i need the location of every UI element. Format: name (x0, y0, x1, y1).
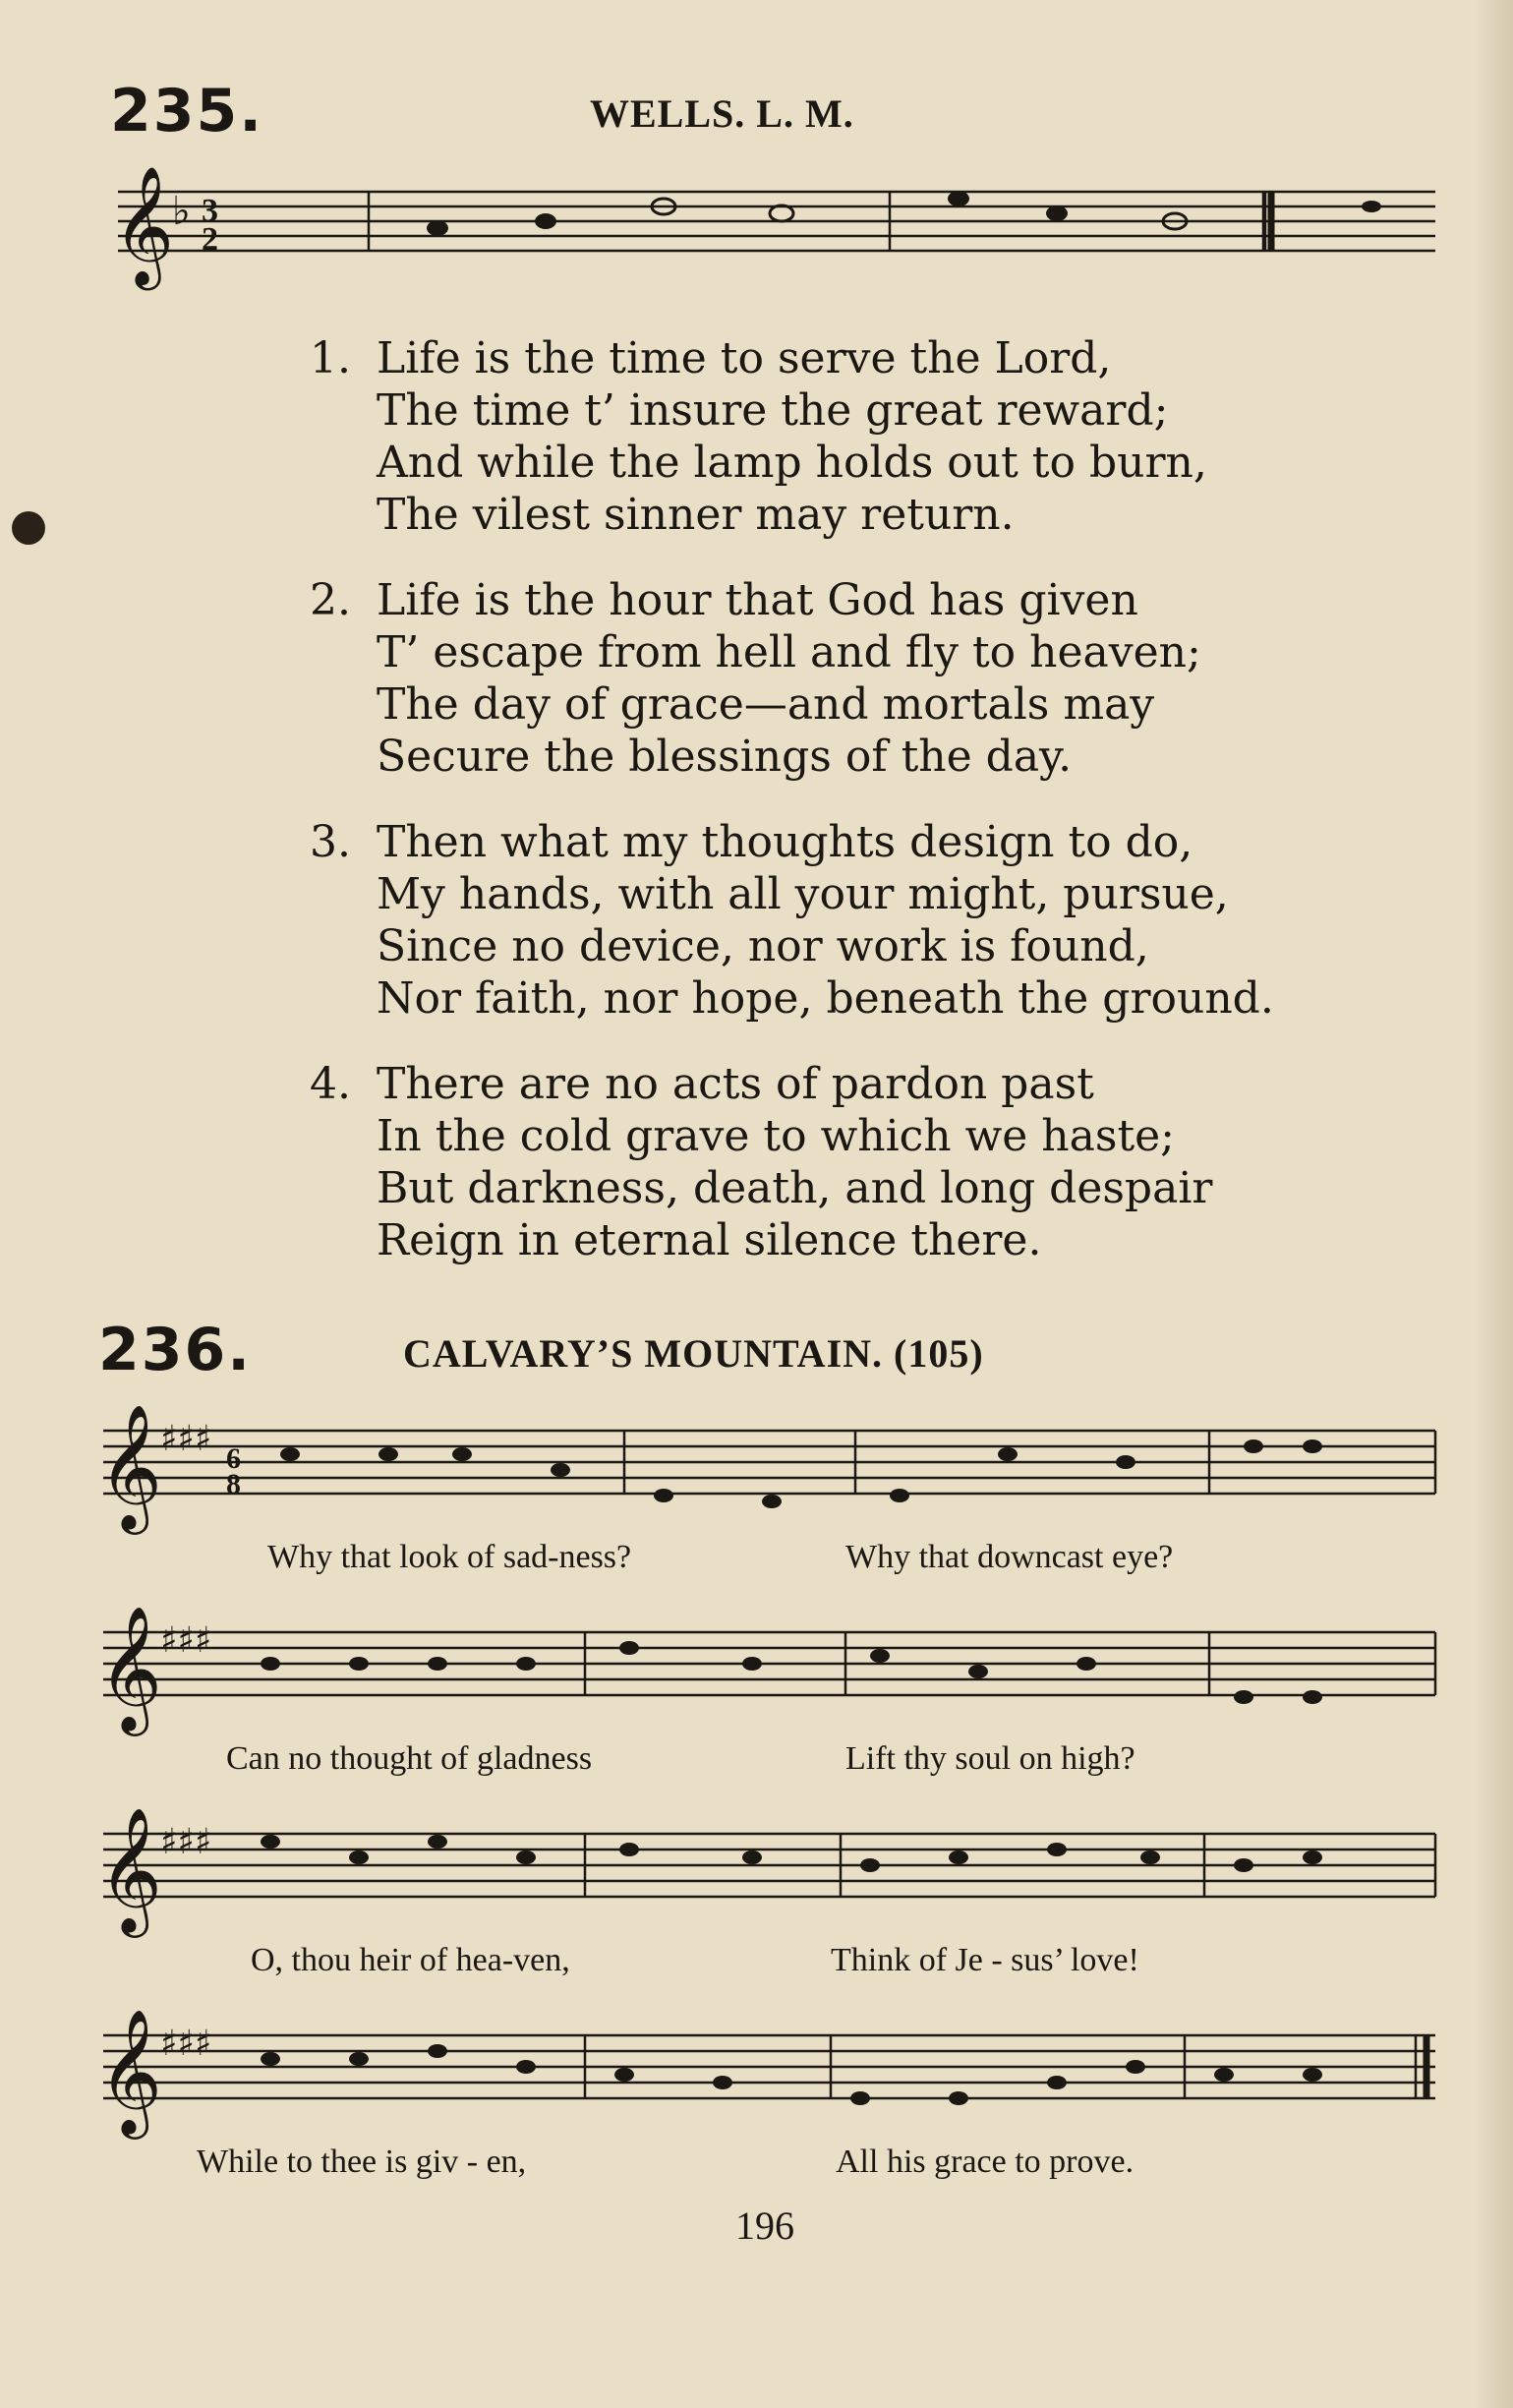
page-shadow (1474, 0, 1513, 2408)
treble-clef-icon: 𝄞 (113, 167, 175, 285)
verse-number: 4. (310, 1059, 351, 1109)
hymn-236-staff-4 (93, 2006, 1445, 2153)
treble-clef-icon: 𝄞 (98, 1605, 163, 1731)
svg-text:6: 6 (226, 1442, 241, 1475)
lyric-line-2a: Can no thought of gladness (226, 1740, 593, 1777)
lyric-line-3a: O, thou heir of hea-ven, (251, 1942, 570, 1978)
verse-line: T’ escape from hell and fly to heaven; (377, 627, 1201, 677)
verse-line: Nor faith, nor hope, beneath the ground. (377, 973, 1274, 1024)
page-number: 196 (735, 2203, 794, 2248)
hymn-236-staff-1 (93, 1401, 1445, 1549)
verse-line: In the cold grave to which we haste; (377, 1111, 1176, 1161)
verse-line: And while the lamp holds out to burn, (377, 438, 1207, 488)
verse-line: The vilest sinner may return. (377, 490, 1015, 540)
hymn-235-title: WELLS. L. M. (590, 91, 854, 136)
lyric-line-3b: Think of Je - sus’ love! (831, 1942, 1139, 1978)
treble-clef-icon: 𝄞 (98, 2008, 163, 2134)
sharp-icon: ♯♯♯ (160, 1822, 212, 1862)
lyric-line-4a: While to thee is giv - en, (197, 2144, 527, 2180)
hymn-236-title: CALVARY’S MOUNTAIN. (105) (403, 1331, 984, 1376)
svg-text:3: 3 (202, 193, 218, 229)
svg-text:2: 2 (202, 221, 218, 258)
lyric-line-2b: Lift thy soul on high? (845, 1740, 1135, 1777)
verse-number: 2. (310, 575, 351, 625)
sharp-icon: ♯♯♯ (160, 1419, 212, 1459)
lyric-line-1b: Why that downcast eye? (845, 1539, 1174, 1575)
verse-line: But darkness, death, and long despair (377, 1163, 1213, 1213)
sharp-icon: ♯♯♯ (160, 2024, 212, 2064)
lyric-line-1a: Why that look of sad-ness? (267, 1539, 632, 1575)
hymn-236-number: 236. (98, 1316, 253, 1384)
hymn-235-staff (103, 167, 1440, 324)
verse-number: 3. (310, 817, 351, 867)
verse-line: The day of grace—and mortals may (377, 679, 1155, 730)
treble-clef-icon: 𝄞 (98, 1806, 163, 1932)
verse-line: Life is the hour that God has given (377, 575, 1138, 625)
lyric-line-4b: All his grace to prove. (836, 2144, 1135, 2180)
svg-text:8: 8 (226, 1468, 241, 1500)
ink-blot (12, 511, 45, 545)
verse-number: 1. (310, 333, 351, 383)
verse-line: Then what my thoughts design to do, (377, 817, 1193, 867)
verse-line: Secure the blessings of the day. (377, 732, 1073, 782)
verse-line: Reign in eternal silence there. (377, 1215, 1042, 1265)
verse-line: Life is the time to serve the Lord, (377, 333, 1112, 383)
verse-line: Since no device, nor work is found, (377, 921, 1149, 971)
hymn-235-number: 235. (110, 77, 264, 146)
flat-icon: ♭ (172, 189, 191, 234)
verse-line: The time t’ insure the great reward; (377, 385, 1169, 436)
verse-line: There are no acts of pardon past (377, 1059, 1094, 1109)
hymn-236-staff-3 (93, 1804, 1445, 1952)
treble-clef-icon: 𝄞 (98, 1403, 163, 1529)
sharp-icon: ♯♯♯ (160, 1620, 212, 1661)
hymn-236-staff-2 (93, 1603, 1445, 1750)
verse-line: My hands, with all your might, pursue, (377, 869, 1229, 919)
